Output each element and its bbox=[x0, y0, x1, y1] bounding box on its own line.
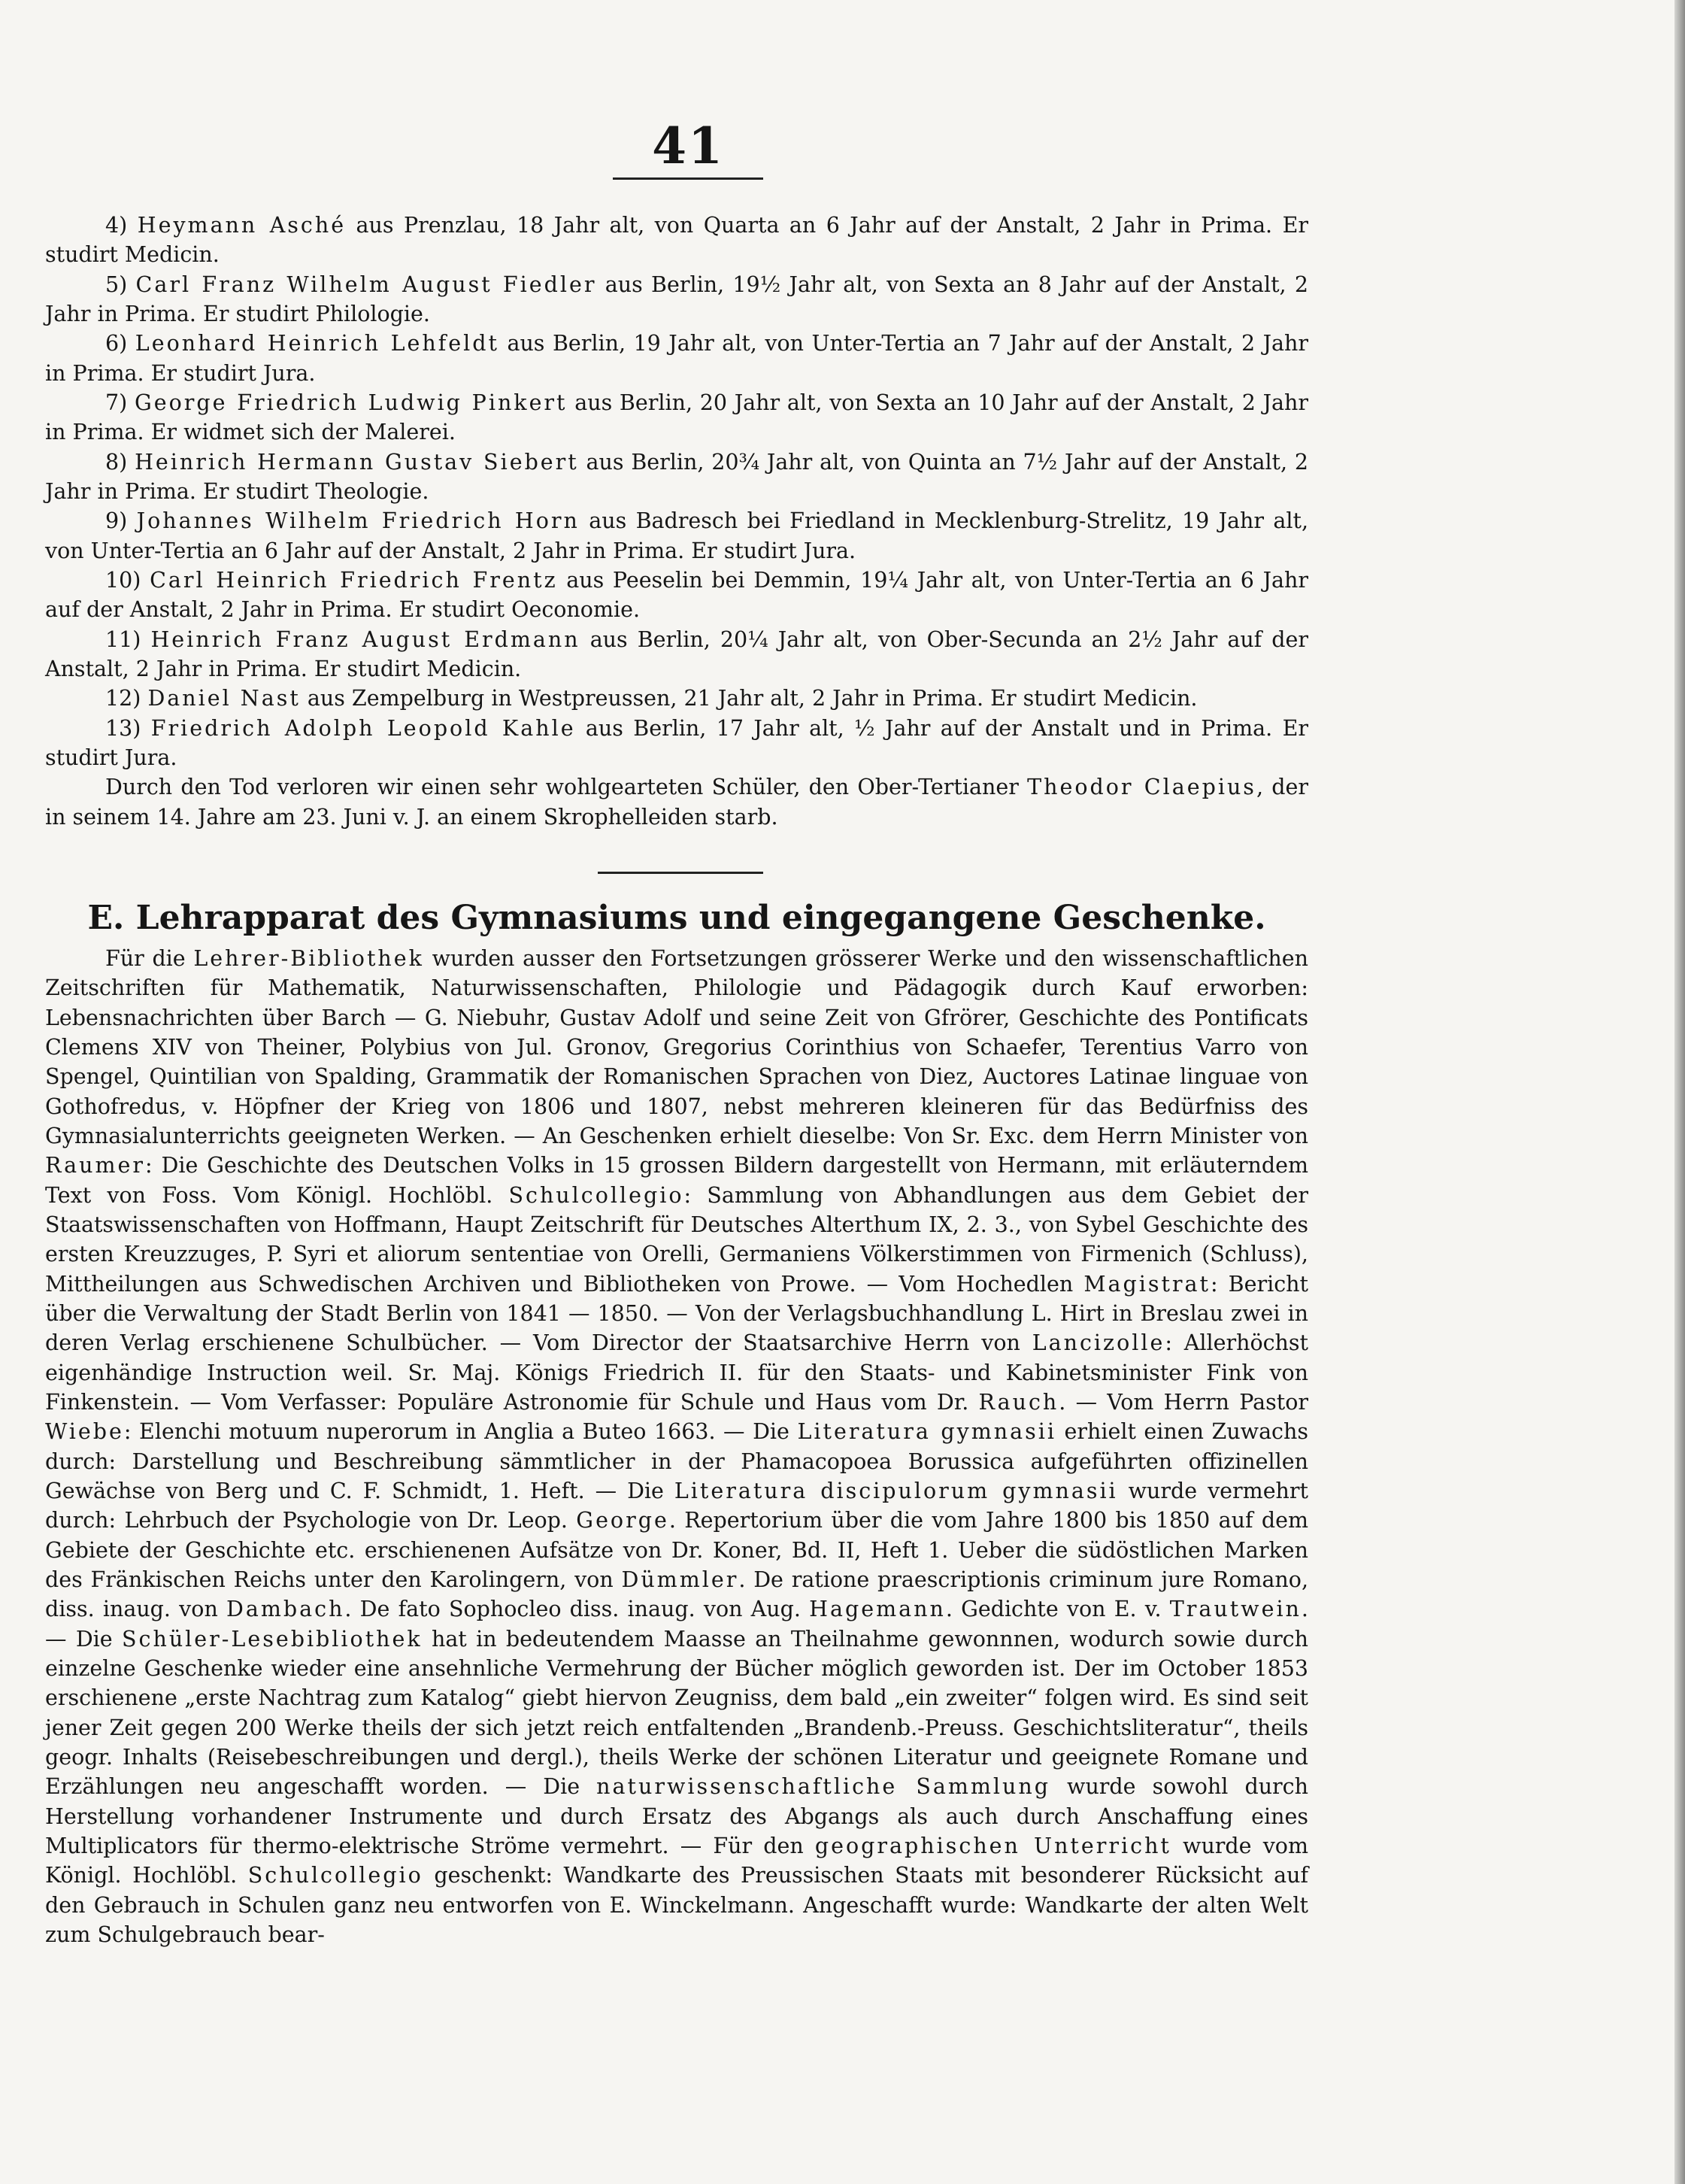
student-entry: 5) Carl Franz Wilhelm August Fiedler aus Berlin, 19½ Jahr alt, von Sexta an 8 Jahr auf der Anstalt, 2 Jahr in Prima. Er studirt Philologie. bbox=[45, 271, 1309, 326]
section-divider bbox=[598, 872, 763, 874]
student-entry: 10) Carl Heinrich Friedrich Frentz aus Peeselin bei Demmin, 19¼ Jahr alt, von Unter-Tertia an 6 Jahr auf der Anstalt, 2 Jahr in Prima. Er studirt Oeconomie. bbox=[45, 567, 1308, 623]
section-heading: E. Lehrapparat des Gymnasiums und eingegangene Geschenke. bbox=[87, 899, 1266, 937]
death-note: Durch den Tod verloren wir einen sehr wohlgearteten Schüler, den Ober-Tertianer Theodor Claepius, der in seinem 14. Jahre am 23. Juni v. J. an einem Skrophelleiden starb. bbox=[45, 775, 1309, 830]
student-entry: 4) Heymann Asché aus Prenzlau, 18 Jahr alt, von Quarta an 6 Jahr auf der Anstalt, 2 Jahr in Prima. Er studirt Medicin. bbox=[45, 213, 1308, 268]
page-number: 41 bbox=[652, 117, 724, 175]
graduates-list bbox=[45, 211, 1308, 832]
page-number-underline bbox=[613, 177, 763, 180]
page-edge-shadow bbox=[1674, 0, 1685, 2184]
student-entry: 13) Friedrich Adolph Leopold Kahle aus Berlin, 17 Jahr alt, ½ Jahr auf der Anstalt und in Prima. Er studirt Jura. bbox=[45, 715, 1309, 770]
student-entry: 11) Heinrich Franz August Erdmann aus Berlin, 20¼ Jahr alt, von Ober-Secunda an 2½ Jahr auf der Anstalt, 2 Jahr in Prima. Er studirt Medicin. bbox=[45, 626, 1309, 681]
student-entry: 8) Heinrich Hermann Gustav Siebert aus Berlin, 20¾ Jahr alt, von Quinta an 7½ Jahr auf der Anstalt, 2 Jahr in Prima. Er studirt Theologie. bbox=[45, 449, 1308, 504]
section-body bbox=[45, 944, 1308, 1949]
student-entry: 7) George Friedrich Ludwig Pinkert aus Berlin, 20 Jahr alt, von Sexta an 10 Jahr auf der Anstalt, 2 Jahr in Prima. Er widmet sich der Malerei. bbox=[45, 390, 1308, 445]
student-entry: 9) Johannes Wilhelm Friedrich Horn aus Badresch bei Friedland in Mecklenburg-Strelitz, 19 Jahr alt, von Unter-Tertia an 6 Jahr auf der Anstalt, 2 Jahr in Prima. Er studirt Jura. bbox=[45, 508, 1309, 563]
section-paragraph: Für die Lehrer-Bibliothek wurden ausser den Fortsetzungen grösserer Werke und den wissenschaftlichen Zeitschriften für Mathematik, Naturwissenschaften, Philologie und Pädagogik durch Kauf erworben: Lebensnachrichten über Barch — G. Niebuhr, Gustav Adolf und seine Zeit von Gfrörer, Geschichte des Pontificats Clemens XIV von Theiner, Polybius von Jul. Gronov, Gregorius Corinthius von Schaefer, Terentius Varro von Spengel, Quintilian von Spalding, Grammatik der Romanischen Sprachen von Diez, Auctores Latinae linguae von Gothofredus, v. Höpfner der Krieg von 1806 und 1807, nebst mehreren kleineren für das Bedürfniss des Gymnasialunterrichts geeigneten Werken. — An Geschenken erhielt dieselbe: Von Sr. Exc. dem Herrn Minister von Raumer: Die Geschichte des Deutschen Volks in 15 grossen Bildern dargestellt von Hermann, mit erläuterndem Text von Foss. Vom Königl. Hochlöbl. Schulcollegio: Sammlung von Abhandlungen aus dem Gebiet der Staatswissenschaften von Hoffmann, Haupt Zeitschrift für Deutsches Alterthum IX, 2. 3., von Sybel Geschichte des ersten Kreuzzuges, P. Syri et aliorum sententiae von Orelli, Germaniens Völkerstimmen von Firmenich (Schluss), Mittheilungen aus Schwedischen Archiven und Bibliotheken von Prowe. — Vom Hochedlen Magistrat: Bericht über die Verwaltung der Stadt Berlin von 1841 — 1850. — Von der Verlagsbuchhandlung L. Hirt in Breslau zwei in deren Verlag erschienene Schulbücher. — Vom Director der Staatsarchive Herrn von Lancizolle: Allerhöchst eigenhändige Instruction weil. Sr. Maj. Königs Friedrich II. für den Staats- und Kabinetsminister Fink von Finkenstein. — Vom Verfasser: Populäre Astronomie für Schule und Haus vom Dr. Rauch. — Vom Herrn Pastor Wiebe: Elenchi motuum nuperorum in Anglia a Buteo 1663. — Die Literatura gymnasii erhielt einen Zuwachs durch: Darstellung und Beschreibung sämmtlicher in der Phamacopoea Borussica aufgeführten offizinellen Gewächse von Berg und C. F. Schmidt, 1. Heft. — Die Literatura discipulorum gymnasii wurde vermehrt durch: Lehrbuch der Psychologie von Dr. Leop. George. Repertorium über die vom Jahre 1800 bis 1850 auf dem Gebiete der Geschichte etc. erschienenen Aufsätze von Dr. Koner, Bd. II, Heft 1. Ueber die südöstlichen Marken des Fränkischen Reichs unter den Karolingern, von Dümmler. De ratione praescriptionis criminum jure Romano, diss. inaug. von Dambach. De fato Sophocleo diss. inaug. von Aug. Hagemann. Gedichte von E. v. Trautwein. — Die Schüler-Lesebibliothek hat in bedeutendem Maasse an Theilnahme gewonnnen, wodurch sowie durch einzelne Geschenke wieder eine ansehnliche Vermehrung der Bücher möglich geworden ist. Der im October 1853 erschienene „erste Nachtrag zum Katalog“ giebt hiervon Zeugniss, dem bald „ein zweiter“ folgen wird. Es sind seit jener Zeit gegen 200 Werke theils der sich jetzt reich entfaltenden „Brandenb.-Preuss. Geschichtsliteratur“, theils geogr. Inhalts (Reisebeschreibungen und dergl.), theils Werke der schönen Literatur und geeignete Romane und Erzählungen neu angeschafft worden. — Die naturwissenschaftliche Sammlung wurde sowohl durch Herstellung vorhandener Instrumente und durch Ersatz des Abgangs als auch durch Anschaffung eines Multiplicators für thermo-elektrische Ströme vermehrt. — Für den geographischen Unterricht wurde vom Königl. Hochlöbl. Schulcollegio geschenkt: Wandkarte des Preussischen Staats mit besonderer Rücksicht auf den Gebrauch in Schulen ganz neu entworfen von E. Winckelmann. Angeschafft wurde: Wandkarte der alten Welt zum Schulgebrauch bear- bbox=[45, 946, 1309, 1947]
student-entry: 12) Daniel Nast aus Zempelburg in Westpreussen, 21 Jahr alt, 2 Jahr in Prima. Er studirt Medicin. bbox=[105, 686, 1198, 711]
student-entry: 6) Leonhard Heinrich Lehfeldt aus Berlin, 19 Jahr alt, von Unter-Tertia an 7 Jahr auf der Anstalt, 2 Jahr in Prima. Er studirt Jura. bbox=[45, 331, 1309, 386]
